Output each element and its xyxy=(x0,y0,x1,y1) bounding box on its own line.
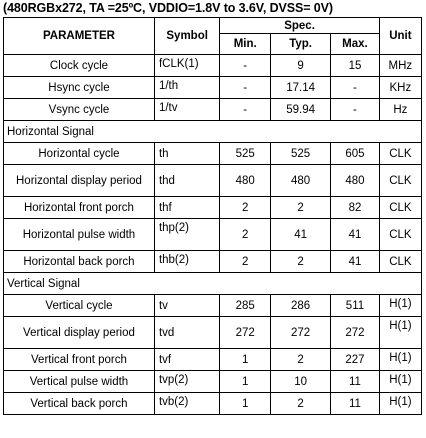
max-cell: - xyxy=(331,77,380,99)
max-cell: 605 xyxy=(331,143,380,165)
symbol-cell: tv xyxy=(154,295,219,317)
min-cell: - xyxy=(220,77,271,99)
max-cell: 272 xyxy=(331,317,380,349)
symbol-cell: thp(2) xyxy=(154,219,219,251)
table-row xyxy=(4,55,422,77)
max-cell: 41 xyxy=(331,251,380,273)
symbol-cell: thb(2) xyxy=(154,251,219,273)
unit-cell: CLK xyxy=(379,165,421,197)
table-row xyxy=(4,77,422,99)
unit-cell: H(1) xyxy=(379,317,421,349)
symbol-cell: 1/th xyxy=(154,77,219,99)
unit-cell: H(1) xyxy=(379,371,421,393)
table-row xyxy=(4,349,422,371)
unit-cell: H(1) xyxy=(379,393,421,415)
timing-spec-table xyxy=(3,17,422,415)
min-cell: 525 xyxy=(220,143,271,165)
table-row xyxy=(4,99,422,121)
param-cell: Horizontal cycle xyxy=(4,143,155,165)
unit-cell: CLK xyxy=(379,251,421,273)
min-cell: 285 xyxy=(220,295,271,317)
min-cell: 2 xyxy=(220,251,271,273)
symbol-cell: tvp(2) xyxy=(154,371,219,393)
unit-cell: MHz xyxy=(379,55,421,77)
min-cell: 1 xyxy=(220,349,271,371)
max-cell: - xyxy=(331,99,380,121)
table-row xyxy=(4,219,422,251)
param-cell: Vertical front porch xyxy=(4,349,155,371)
param-cell: Vertical display period xyxy=(4,317,155,349)
table-row xyxy=(4,371,422,393)
max-cell: 11 xyxy=(331,371,380,393)
max-cell: 11 xyxy=(331,393,380,415)
min-cell: 272 xyxy=(220,317,271,349)
symbol-cell: th xyxy=(154,143,219,165)
table-row xyxy=(4,143,422,165)
table-row xyxy=(4,251,422,273)
min-cell: 1 xyxy=(220,393,271,415)
typ-cell: 272 xyxy=(271,317,331,349)
section-title-vertical: Vertical Signal xyxy=(4,273,422,295)
symbol-cell: tvb(2) xyxy=(154,393,219,415)
typ-cell: 2 xyxy=(271,393,331,415)
max-cell: 227 xyxy=(331,349,380,371)
typ-cell: 525 xyxy=(271,143,331,165)
min-cell: - xyxy=(220,55,271,77)
header-min: Min. xyxy=(220,34,271,55)
header-spec: Spec. xyxy=(220,18,379,34)
symbol-cell: 1/tv xyxy=(154,99,219,121)
unit-cell: CLK xyxy=(379,219,421,251)
table-row xyxy=(4,197,422,219)
section-row xyxy=(4,121,422,143)
max-cell: 41 xyxy=(331,219,380,251)
min-cell: 1 xyxy=(220,371,271,393)
unit-cell: KHz xyxy=(379,77,421,99)
header-symbol: Symbol xyxy=(154,18,219,55)
param-cell: Vsync cycle xyxy=(4,99,155,121)
min-cell: 2 xyxy=(220,197,271,219)
unit-cell: H(1) xyxy=(379,349,421,371)
typ-cell: 17.14 xyxy=(271,77,331,99)
min-cell: 480 xyxy=(220,165,271,197)
typ-cell: 59.94 xyxy=(271,99,331,121)
typ-cell: 9 xyxy=(271,55,331,77)
param-cell: Horizontal pulse width xyxy=(4,219,155,251)
typ-cell: 41 xyxy=(271,219,331,251)
typ-cell: 2 xyxy=(271,251,331,273)
symbol-cell: tvf xyxy=(154,349,219,371)
typ-cell: 10 xyxy=(271,371,331,393)
param-cell: Clock cycle xyxy=(4,55,155,77)
unit-cell: H(1) xyxy=(379,295,421,317)
param-cell: Vertical pulse width xyxy=(4,371,155,393)
typ-cell: 286 xyxy=(271,295,331,317)
param-cell: Vertical cycle xyxy=(4,295,155,317)
unit-cell: CLK xyxy=(379,143,421,165)
table-caption: (480RGBx272, TA =25ºC, VDDIO=1.8V to 3.6V, DVSS= 0V) xyxy=(3,1,333,15)
section-title-horizontal: Horizontal Signal xyxy=(4,121,422,143)
max-cell: 82 xyxy=(331,197,380,219)
symbol-cell: thd xyxy=(154,165,219,197)
unit-cell: CLK xyxy=(379,197,421,219)
param-cell: Horizontal back porch xyxy=(4,251,155,273)
header-parameter: PARAMETER xyxy=(4,18,155,55)
typ-cell: 2 xyxy=(271,349,331,371)
max-cell: 511 xyxy=(331,295,380,317)
table-row xyxy=(4,295,422,317)
table-row xyxy=(4,317,422,349)
symbol-cell: fCLK(1) xyxy=(154,55,219,77)
header-unit: Unit xyxy=(379,18,421,55)
typ-cell: 480 xyxy=(271,165,331,197)
max-cell: 15 xyxy=(331,55,380,77)
param-cell: Horizontal display period xyxy=(4,165,155,197)
section-row xyxy=(4,273,422,295)
param-cell: Horizontal front porch xyxy=(4,197,155,219)
param-cell: Vertical back porch xyxy=(4,393,155,415)
unit-cell: Hz xyxy=(379,99,421,121)
header-max: Max. xyxy=(331,34,380,55)
param-cell: Hsync cycle xyxy=(4,77,155,99)
min-cell: 2 xyxy=(220,219,271,251)
table-row xyxy=(4,165,422,197)
symbol-cell: thf xyxy=(154,197,219,219)
header-typ: Typ. xyxy=(271,34,331,55)
max-cell: 480 xyxy=(331,165,380,197)
table-row xyxy=(4,393,422,415)
symbol-cell: tvd xyxy=(154,317,219,349)
typ-cell: 2 xyxy=(271,197,331,219)
min-cell: - xyxy=(220,99,271,121)
